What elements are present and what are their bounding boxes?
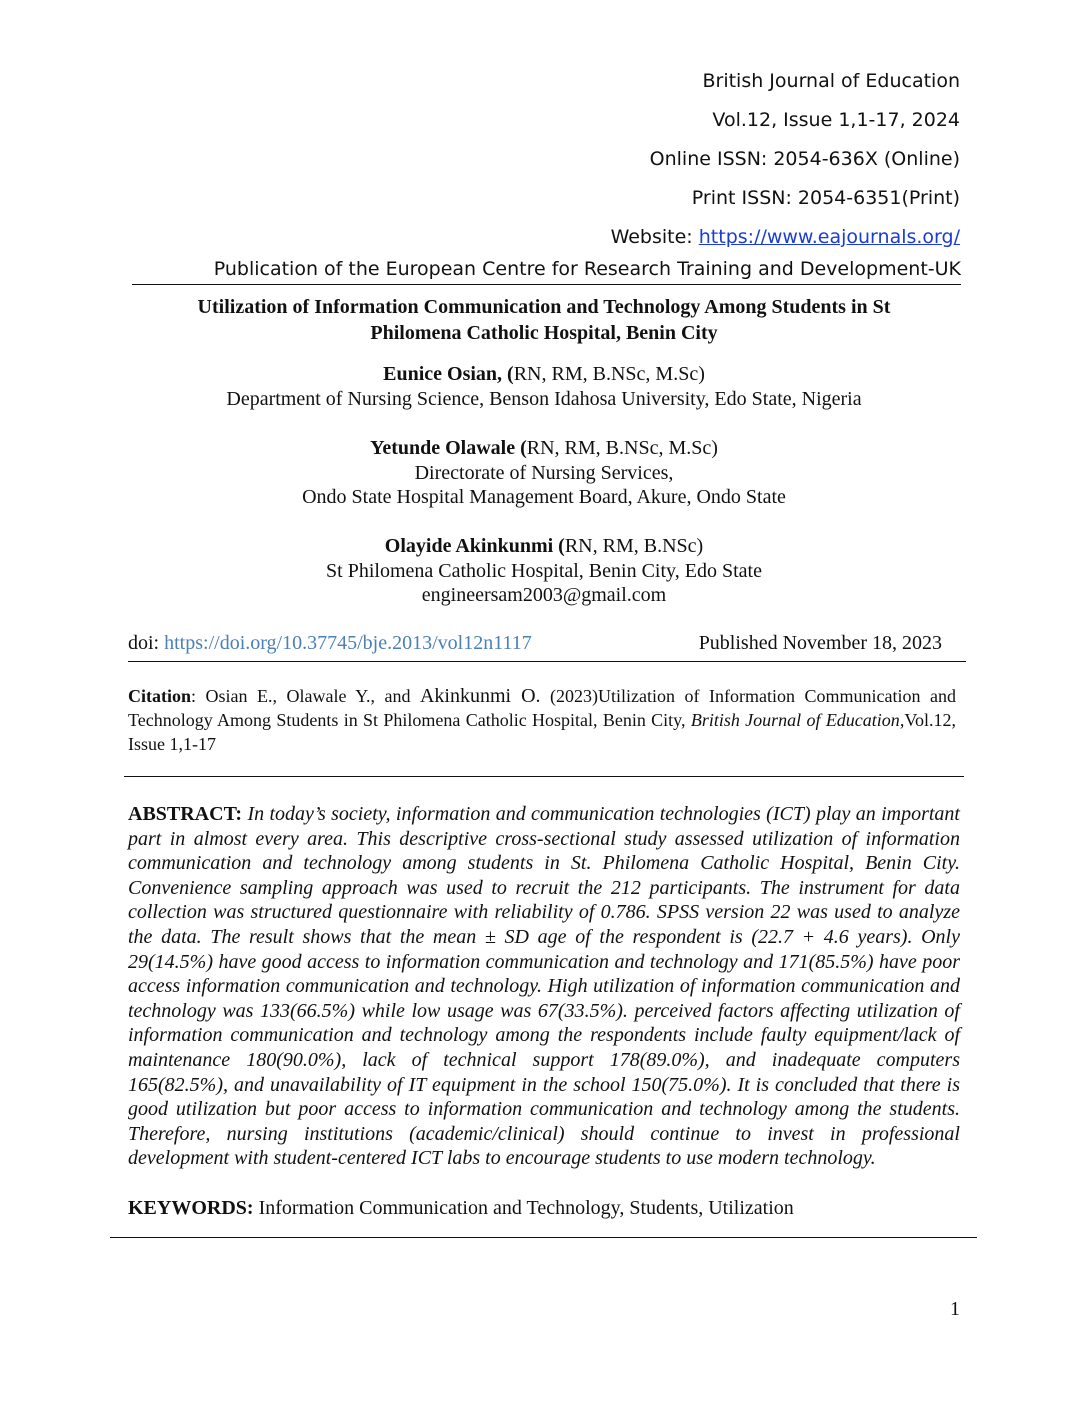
keywords-text: Information Communication and Technology, Students, Utilization bbox=[258, 1197, 794, 1219]
author-1-affiliation: Department of Nursing Science, Benson Idahosa University, Edo State, Nigeria bbox=[226, 387, 862, 410]
abstract-label: ABSTRACT: bbox=[128, 803, 248, 825]
citation-part-2: (2023)Utilization of Information Communication and Technology Among Students in St Philomena Catholic Hospital, Benin City, bbox=[128, 686, 956, 730]
author-3-line bbox=[128, 534, 960, 559]
doi bbox=[128, 630, 532, 656]
citation-journal: British Journal of Education bbox=[690, 710, 900, 730]
author-2-credentials: RN, RM, B.NSc, M.Sc) bbox=[526, 437, 718, 459]
journal-name: British Journal of Education bbox=[702, 70, 960, 92]
publication-line: Publication of the European Centre for Research Training and Development-UK bbox=[132, 254, 961, 285]
published-date: Published November 18, 2023 bbox=[698, 632, 942, 654]
author-1 bbox=[128, 362, 960, 411]
author-2 bbox=[128, 436, 960, 510]
author-3-email: engineersam2003@gmail.com bbox=[421, 584, 667, 606]
author-3 bbox=[128, 534, 960, 608]
website-label: Website: bbox=[610, 226, 699, 248]
divider-bottom bbox=[110, 1237, 977, 1238]
citation-part-3: ,Vol.12, Issue 1,1-17 bbox=[128, 710, 956, 754]
divider-top bbox=[124, 776, 964, 777]
doi-row bbox=[128, 630, 966, 662]
author-2-affiliation-1: Directorate of Nursing Services, bbox=[414, 461, 674, 484]
citation-part-1: : Osian E., Olawale Y., and bbox=[191, 686, 420, 706]
citation-label: Citation bbox=[128, 686, 191, 706]
keywords bbox=[128, 1196, 794, 1220]
page-number: 1 bbox=[950, 1298, 960, 1320]
paper-title bbox=[128, 294, 960, 346]
citation-author-3: Akinkunmi O. bbox=[419, 685, 541, 707]
author-1-credentials: RN, RM, B.NSc, M.Sc) bbox=[513, 363, 705, 385]
print-issn: Print ISSN: 2054-6351(Print) bbox=[691, 187, 960, 209]
author-1-name: Eunice Osian, ( bbox=[383, 363, 514, 385]
abstract bbox=[128, 802, 960, 1171]
website-line bbox=[611, 218, 960, 257]
keywords-label: KEYWORDS: bbox=[128, 1197, 259, 1219]
author-2-affiliation-2: Ondo State Hospital Management Board, Akure, Ondo State bbox=[302, 486, 786, 508]
title-line-1: Utilization of Information Communication and Technology Among Students in St bbox=[197, 296, 891, 318]
author-3-affiliation: St Philomena Catholic Hospital, Benin City, Edo State bbox=[326, 559, 762, 582]
author-2-line bbox=[128, 436, 960, 461]
online-issn: Online ISSN: 2054-636X (Online) bbox=[649, 148, 960, 170]
website-link[interactable]: https://www.eajournals.org/ bbox=[698, 226, 960, 248]
journal-header bbox=[611, 62, 960, 257]
author-3-credentials: RN, RM, B.NSc) bbox=[564, 535, 704, 557]
doi-label: doi: bbox=[128, 632, 165, 654]
abstract-text: In today’s society, information and communication technologies (ICT) play an important part in almost every area. This descriptive cross-sectional study assessed utilization of information communication and technology among students in St. Philomena Catholic Hospital, Benin City. Convenience sampling approach was used to recruit the 212 participants. The instrument for data collection was structured questionnaire with reliability of 0.786. SPSS version 22 was used to analyze the data. The result shows that the mean ± SD age of the respondent is (22.7 + 4.6 years). Only 29(14.5%) have good access to information communication and technology and 171(85.5%) have poor access information communication and technology. High utilization of information communication and technology was 133(66.5%) while low usage was 67(33.5%). perceived factors affecting utilization of information communication and technology among the respondents include faulty equipment/lack of maintenance 180(90.0%), lack of technical support 178(89.0%), and inadequate computers 165(82.5%), and unavailability of IT equipment in the school 150(75.0%). It is concluded that there is good utilization but poor access to information communication and technology among the students. Therefore, nursing institutions (academic/clinical) should continue to invest in professional development with student-centered ICT labs to encourage students to use modern technology. bbox=[128, 803, 960, 1170]
author-2-name: Yetunde Olawale ( bbox=[370, 437, 527, 459]
author-1-line bbox=[128, 362, 960, 387]
title-line-2: Philomena Catholic Hospital, Benin City bbox=[370, 322, 718, 344]
author-3-name: Olayide Akinkunmi ( bbox=[384, 535, 565, 557]
doi-link[interactable]: https://doi.org/10.37745/bje.2013/vol12n1117 bbox=[164, 632, 532, 654]
citation bbox=[128, 684, 956, 756]
journal-volume: Vol.12, Issue 1,1-17, 2024 bbox=[712, 109, 960, 131]
